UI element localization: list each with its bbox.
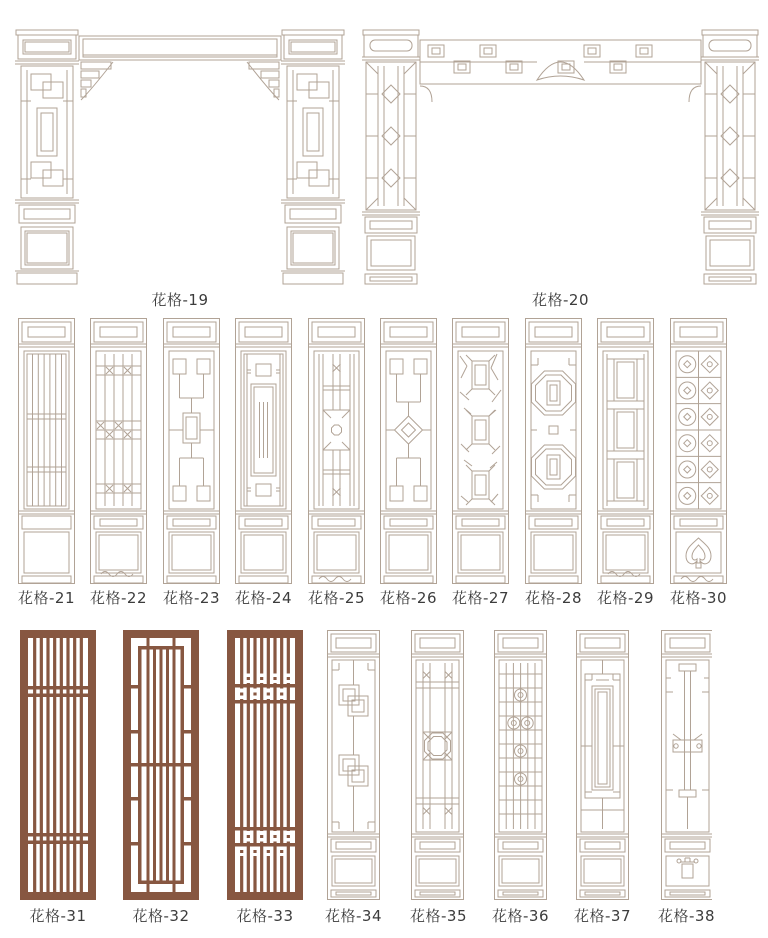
figure-label-21: 花格-21 xyxy=(18,589,75,607)
figure-label-19: 花格-19 xyxy=(151,291,209,309)
lattice-drawing-30 xyxy=(670,318,727,584)
lattice-drawing-24 xyxy=(235,318,292,584)
lattice-figure-32 xyxy=(123,630,199,900)
lattice-drawing-33 xyxy=(227,630,303,900)
lattice-drawing-28 xyxy=(525,318,582,584)
lattice-figure-34 xyxy=(327,630,380,900)
lattice-figure-27 xyxy=(452,318,509,584)
lattice-drawing-36 xyxy=(494,630,547,900)
lattice-drawing-34 xyxy=(327,630,380,900)
lattice-drawing-35 xyxy=(411,630,466,900)
figure-label-24: 花格-24 xyxy=(235,589,292,607)
lattice-figure-28 xyxy=(525,318,582,584)
lattice-figure-25 xyxy=(308,318,365,584)
figure-label-37: 花格-37 xyxy=(574,907,631,925)
lattice-figure-31 xyxy=(20,630,96,900)
lattice-figure-37 xyxy=(576,630,629,900)
figure-label-25: 花格-25 xyxy=(308,589,365,607)
lattice-drawing-32 xyxy=(123,630,199,900)
figure-label-26: 花格-26 xyxy=(380,589,437,607)
lattice-figure-24 xyxy=(235,318,292,584)
lattice-drawing-37 xyxy=(576,630,629,900)
lattice-figure-38 xyxy=(661,630,712,900)
lattice-figure-30 xyxy=(670,318,727,584)
lattice-drawing-20 xyxy=(362,28,759,286)
lattice-figure-20 xyxy=(362,28,759,286)
figure-label-27: 花格-27 xyxy=(452,589,509,607)
lattice-drawing-25 xyxy=(308,318,365,584)
figure-label-22: 花格-22 xyxy=(90,589,147,607)
figure-label-28: 花格-28 xyxy=(525,589,582,607)
lattice-figure-26 xyxy=(380,318,437,584)
lattice-figure-36 xyxy=(494,630,547,900)
lattice-figure-23 xyxy=(163,318,220,584)
lattice-figure-21 xyxy=(18,318,75,584)
lattice-figure-22 xyxy=(90,318,147,584)
figure-label-20: 花格-20 xyxy=(532,291,589,309)
figure-label-35: 花格-35 xyxy=(410,907,467,925)
lattice-drawing-26 xyxy=(380,318,437,584)
lattice-drawing-38 xyxy=(661,630,712,900)
figure-label-30: 花格-30 xyxy=(670,589,727,607)
figure-label-38: 花格-38 xyxy=(658,907,715,925)
lattice-drawing-22 xyxy=(90,318,147,584)
lattice-figure-33 xyxy=(227,630,303,900)
lattice-figure-35 xyxy=(411,630,466,900)
lattice-drawing-19 xyxy=(15,28,345,286)
figure-label-29: 花格-29 xyxy=(597,589,654,607)
figure-label-31: 花格-31 xyxy=(29,907,87,925)
lattice-figure-19 xyxy=(15,28,345,286)
lattice-drawing-23 xyxy=(163,318,220,584)
lattice-drawing-21 xyxy=(18,318,75,584)
figure-label-33: 花格-33 xyxy=(236,907,294,925)
lattice-drawing-27 xyxy=(452,318,509,584)
lattice-figure-29 xyxy=(597,318,654,584)
figure-label-34: 花格-34 xyxy=(325,907,382,925)
lattice-drawing-31 xyxy=(20,630,96,900)
lattice-drawing-29 xyxy=(597,318,654,584)
figure-label-36: 花格-36 xyxy=(492,907,549,925)
figure-label-23: 花格-23 xyxy=(163,589,220,607)
figure-label-32: 花格-32 xyxy=(132,907,190,925)
